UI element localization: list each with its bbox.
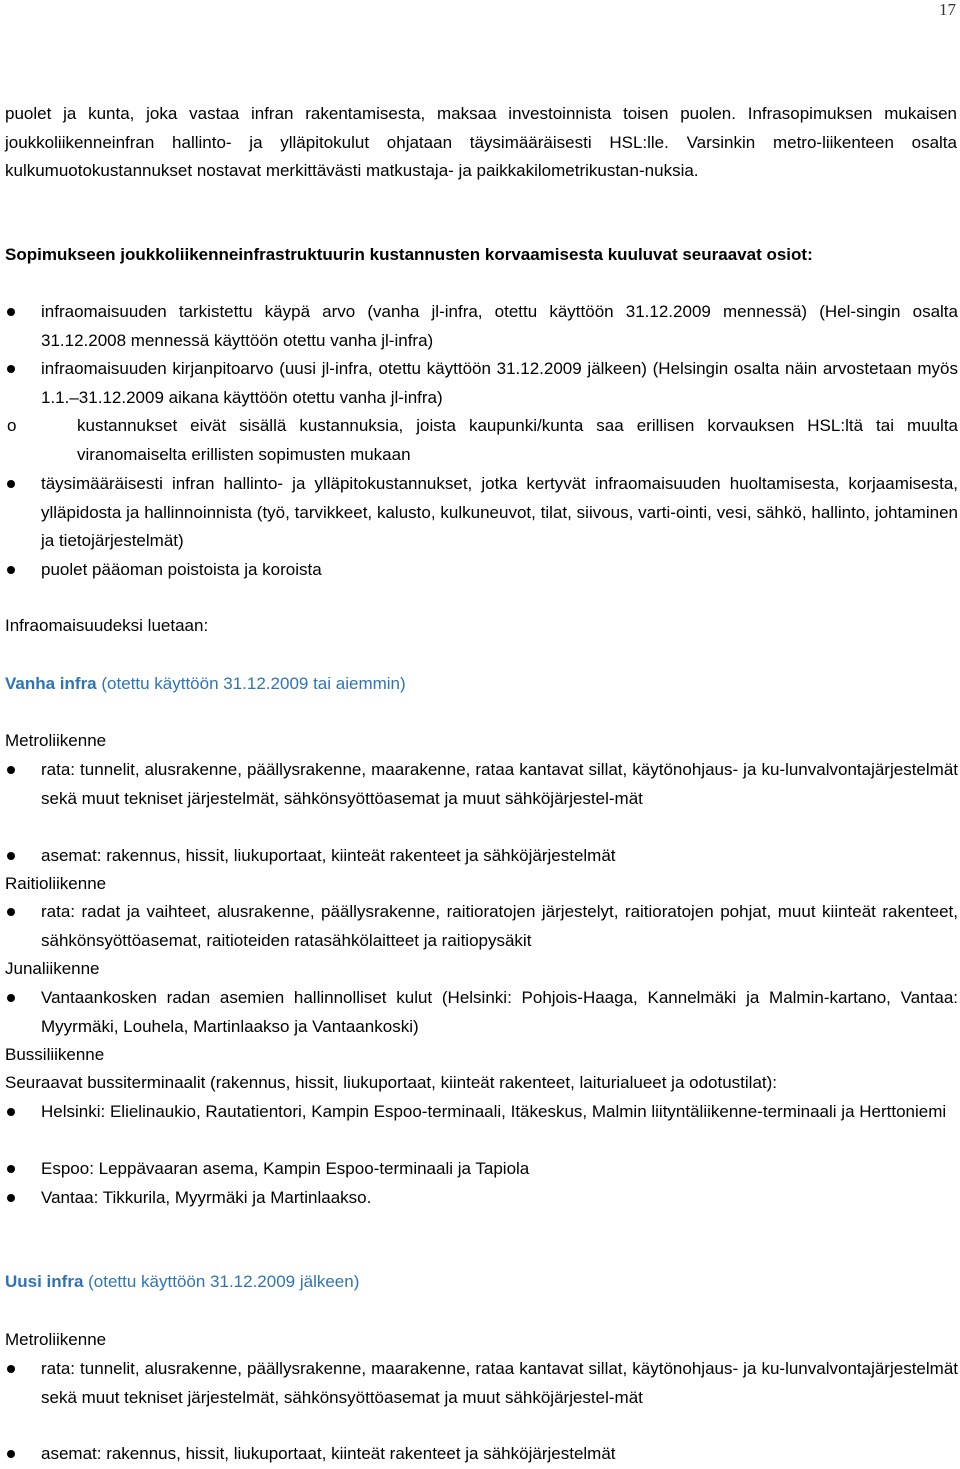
bullet-icon (7, 1450, 15, 1458)
list-item (41, 298, 958, 355)
list-item-text: puolet pääoman poistoista ja koroista (41, 560, 322, 579)
bullet-icon (7, 766, 15, 774)
list-item (41, 556, 958, 585)
old-infra-title: Vanha infra (5, 674, 97, 693)
metro-label: Metroliikenne (5, 1330, 107, 1349)
bus-label: Bussiliikenne (5, 1045, 105, 1064)
bullet-icon (7, 994, 15, 1002)
bullet-icon (7, 566, 15, 574)
list-item-text: kustannukset eivät sisällä kustannuksia, joista kaupunki/kunta saa erillisen korvauksen HSL:ltä tai muulta viranomaiselta erillisten sopimusten mukaan (77, 416, 958, 464)
old-infra-subtitle: (otettu käyttöön 31.12.2009 tai aiemmin) (96, 674, 406, 693)
list-item-text: Vantaa: Tikkurila, Myyrmäki ja Martinlaakso. (41, 1188, 372, 1207)
list-item-text: Vantaankosken radan asemien hallinnolliset kulut (Helsinki: Pohjois-Haaga, Kannelmäki ja Malmin-kartano, Vantaa: Myyrmäki, Louhela, Martinlaakso ja Vantaankoski) (41, 988, 958, 1036)
new-infra-heading (5, 1268, 957, 1297)
bus-intro: Seuraavat bussiterminaalit (rakennus, hissit, liukuportaat, kiinteät rakenteet, laiturialueet ja odotustilat): (5, 1073, 778, 1092)
train-label: Junaliikenne (5, 959, 100, 978)
bullet-icon (7, 480, 15, 488)
bullet-icon (7, 365, 15, 373)
bullet-icon (7, 1165, 15, 1173)
cost-heading: Sopimukseen joukkoliikenneinfrastruktuurin kustannusten korvaamisesta kuuluvat seuraavat osiot: (5, 245, 813, 264)
bullet-icon (7, 1194, 15, 1202)
list-item (41, 1155, 958, 1184)
metro-label: Metroliikenne (5, 731, 107, 750)
sub-bullet-icon: o (7, 416, 17, 435)
list-item-text: täysimääräisesti infran hallinto- ja ylläpitokustannukset, jotka kertyvät infraomaisuuden huoltamisesta, korjaamisesta, ylläpidosta ja hallinnoinnista (työ, tarvikkeet, kalusto, kulkuneuvot, tilat, siivous, varti-ointi, vesi, sähkö, hallinto, johtaminen ja tietojärjestelmät) (41, 474, 958, 550)
list-item-text: rata: tunnelit, alusrakenne, päällysrakenne, maarakenne, rataa kantavat sillat, käytönohjaus- ja ku-lunvalvontajärjestelmät sekä muut tekniset järjestelmät, sähkönsyöttöasemat ja muut sähköjärjestel-mät (41, 1359, 958, 1407)
bullet-icon (7, 1108, 15, 1116)
list-item (41, 898, 958, 955)
list-item-text: infraomaisuuden tarkistettu käypä arvo (vanha jl-infra, otettu käyttöön 31.12.2009 mennessä) (Hel-singin osalta 31.12.2008 mennessä käyttöön otettu vanha jl-infra) (41, 302, 958, 350)
list-item (41, 470, 958, 556)
list-item (41, 756, 958, 813)
list-item (41, 355, 958, 412)
new-infra-title: Uusi infra (5, 1272, 84, 1291)
list-item (41, 984, 958, 1041)
list-item (41, 1440, 958, 1469)
list-item-text: Helsinki: Elielinaukio, Rautatientori, Kampin Espoo-terminaali, Itäkeskus, Malmin liityntäliikenne-terminaali ja Herttoniemi (41, 1102, 947, 1121)
sub-list-item (7, 412, 958, 469)
bullet-icon (7, 308, 15, 316)
list-item (41, 1098, 958, 1127)
bullet-icon (7, 852, 15, 860)
list-item (41, 1355, 958, 1412)
bullet-icon (7, 908, 15, 916)
old-infra-heading (5, 670, 957, 699)
list-item-text: infraomaisuuden kirjanpitoarvo (uusi jl-infra, otettu käyttöön 31.12.2009 jälkeen) (Helsingin osalta näin arvostetaan myös 1.1.–31.12.2009 aikana käyttöön otettu vanha jl-infra) (41, 359, 958, 407)
page-number: 17 (939, 0, 956, 19)
list-item-text: Espoo: Leppävaaran asema, Kampin Espoo-terminaali ja Tapiola (41, 1159, 530, 1178)
new-infra-subtitle: (otettu käyttöön 31.12.2009 jälkeen) (83, 1272, 360, 1291)
list-item (41, 1184, 958, 1213)
list-item (41, 842, 958, 871)
list-item-text: asemat: rakennus, hissit, liukuportaat, kiinteät rakenteet ja sähköjärjestelmät (41, 1444, 616, 1463)
tram-label: Raitioliikenne (5, 874, 107, 893)
bullet-icon (7, 1365, 15, 1373)
infra-label: Infraomaisuudeksi luetaan: (5, 616, 209, 635)
list-item-text: rata: tunnelit, alusrakenne, päällysrakenne, maarakenne, rataa kantavat sillat, käytönohjaus- ja ku-lunvalvontajärjestelmät sekä muut tekniset järjestelmät, sähkönsyöttöasemat ja muut sähköjärjestel-mät (41, 760, 958, 808)
list-item-text: rata: radat ja vaihteet, alusrakenne, päällysrakenne, raitioratojen järjestelyt, raitioratojen pohjat, muut kiinteät rakenteet, sähkönsyöttöasemat, raitioteiden ratasähkölaitteet ja raitiopysäkit (41, 902, 958, 950)
intro-paragraph: puolet ja kunta, joka vastaa infran rakentamisesta, maksaa investoinnista toisen puolen. Infrasopimuksen mukaisen joukkoliikenneinfran hallinto- ja ylläpitokulut ohjataan täysimääräisesti HSL:lle. Varsinkin metro-liikenteen osalta kulkumuotokustannukset nostavat merkittävästi matkustaja- ja paikkakilometrikustan-nuksia. (5, 104, 957, 180)
list-item-text: asemat: rakennus, hissit, liukuportaat, kiinteät rakenteet ja sähköjärjestelmät (41, 846, 616, 865)
